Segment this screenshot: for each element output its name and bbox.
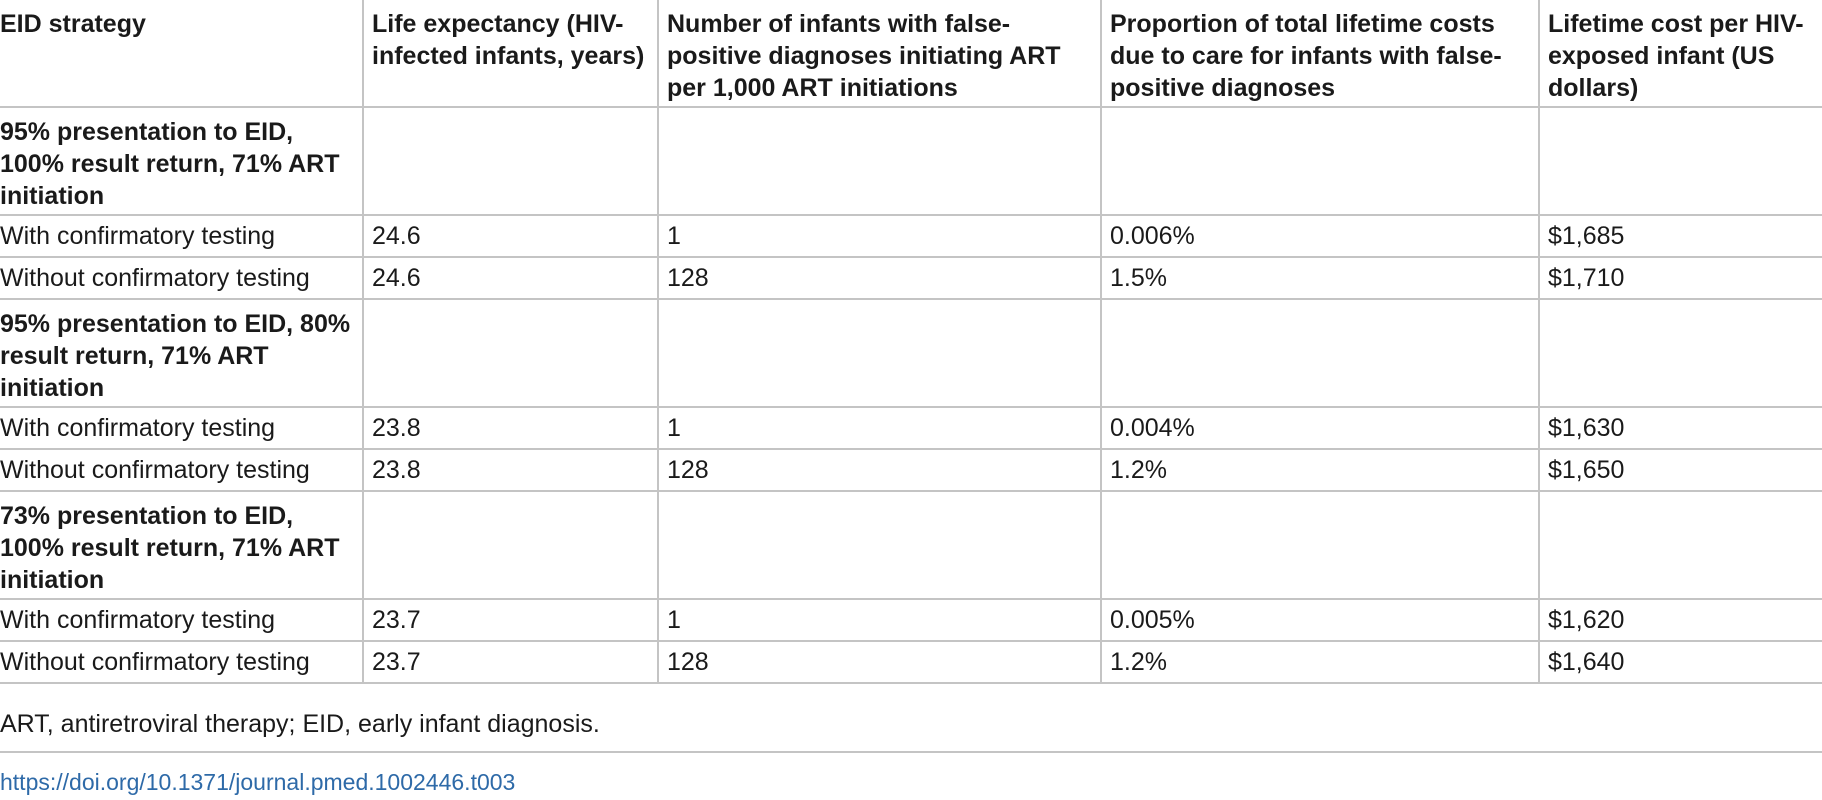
header-lifetime-cost: Lifetime cost per HIV-exposed infant (US dollars) (1539, 0, 1822, 107)
cell-false-positive-count: 128 (658, 449, 1101, 491)
header-cost-proportion: Proportion of total lifetime costs due to care for infants with false-positive diagnoses (1101, 0, 1539, 107)
cell-lifetime-cost: $1,685 (1539, 215, 1822, 257)
header-life-expectancy: Life expectancy (HIV-infected infants, years) (363, 0, 658, 107)
table-row (0, 641, 1822, 683)
cell-cost-proportion: 0.006% (1101, 215, 1539, 257)
cell-strategy: With confirmatory testing (0, 599, 363, 641)
divider (0, 751, 1822, 753)
cell-lifetime-cost: $1,640 (1539, 641, 1822, 683)
cell-lifetime-cost: $1,620 (1539, 599, 1822, 641)
group-row (0, 491, 1822, 599)
table-row (0, 407, 1822, 449)
header-eid-strategy: EID strategy (0, 0, 363, 107)
cell-strategy: Without confirmatory testing (0, 449, 363, 491)
table-header-row (0, 0, 1822, 107)
table-row (0, 449, 1822, 491)
group-label: 95% presentation to EID, 100% result return, 71% ART initiation (0, 107, 363, 215)
cell-life-expectancy: 23.8 (363, 407, 658, 449)
cell-strategy: With confirmatory testing (0, 407, 363, 449)
table-row (0, 215, 1822, 257)
header-false-positive-infants: Number of infants with false-positive diagnoses initiating ART per 1,000 ART initiations (658, 0, 1101, 107)
cell-cost-proportion: 0.005% (1101, 599, 1539, 641)
table-footnote: ART, antiretroviral therapy; EID, early infant diagnosis. (0, 710, 600, 738)
cell-lifetime-cost: $1,630 (1539, 407, 1822, 449)
cell-false-positive-count: 128 (658, 257, 1101, 299)
cell-life-expectancy: 24.6 (363, 257, 658, 299)
cell-life-expectancy: 23.7 (363, 641, 658, 683)
cell-false-positive-count: 1 (658, 599, 1101, 641)
cell-cost-proportion: 0.004% (1101, 407, 1539, 449)
cell-false-positive-count: 1 (658, 407, 1101, 449)
table-row (0, 257, 1822, 299)
cell-lifetime-cost: $1,710 (1539, 257, 1822, 299)
group-row (0, 299, 1822, 407)
group-label: 73% presentation to EID, 100% result return, 71% ART initiation (0, 491, 363, 599)
group-label: 95% presentation to EID, 80% result return, 71% ART initiation (0, 299, 363, 407)
cell-false-positive-count: 1 (658, 215, 1101, 257)
group-row (0, 107, 1822, 215)
cell-strategy: Without confirmatory testing (0, 641, 363, 683)
table-row (0, 599, 1822, 641)
cell-life-expectancy: 23.8 (363, 449, 658, 491)
cell-false-positive-count: 128 (658, 641, 1101, 683)
cell-cost-proportion: 1.2% (1101, 641, 1539, 683)
cell-strategy: With confirmatory testing (0, 215, 363, 257)
cell-cost-proportion: 1.2% (1101, 449, 1539, 491)
cell-lifetime-cost: $1,650 (1539, 449, 1822, 491)
cell-cost-proportion: 1.5% (1101, 257, 1539, 299)
cell-strategy: Without confirmatory testing (0, 257, 363, 299)
cell-life-expectancy: 24.6 (363, 215, 658, 257)
doi-link[interactable]: https://doi.org/10.1371/journal.pmed.1002446.t003 (0, 769, 516, 795)
cell-life-expectancy: 23.7 (363, 599, 658, 641)
